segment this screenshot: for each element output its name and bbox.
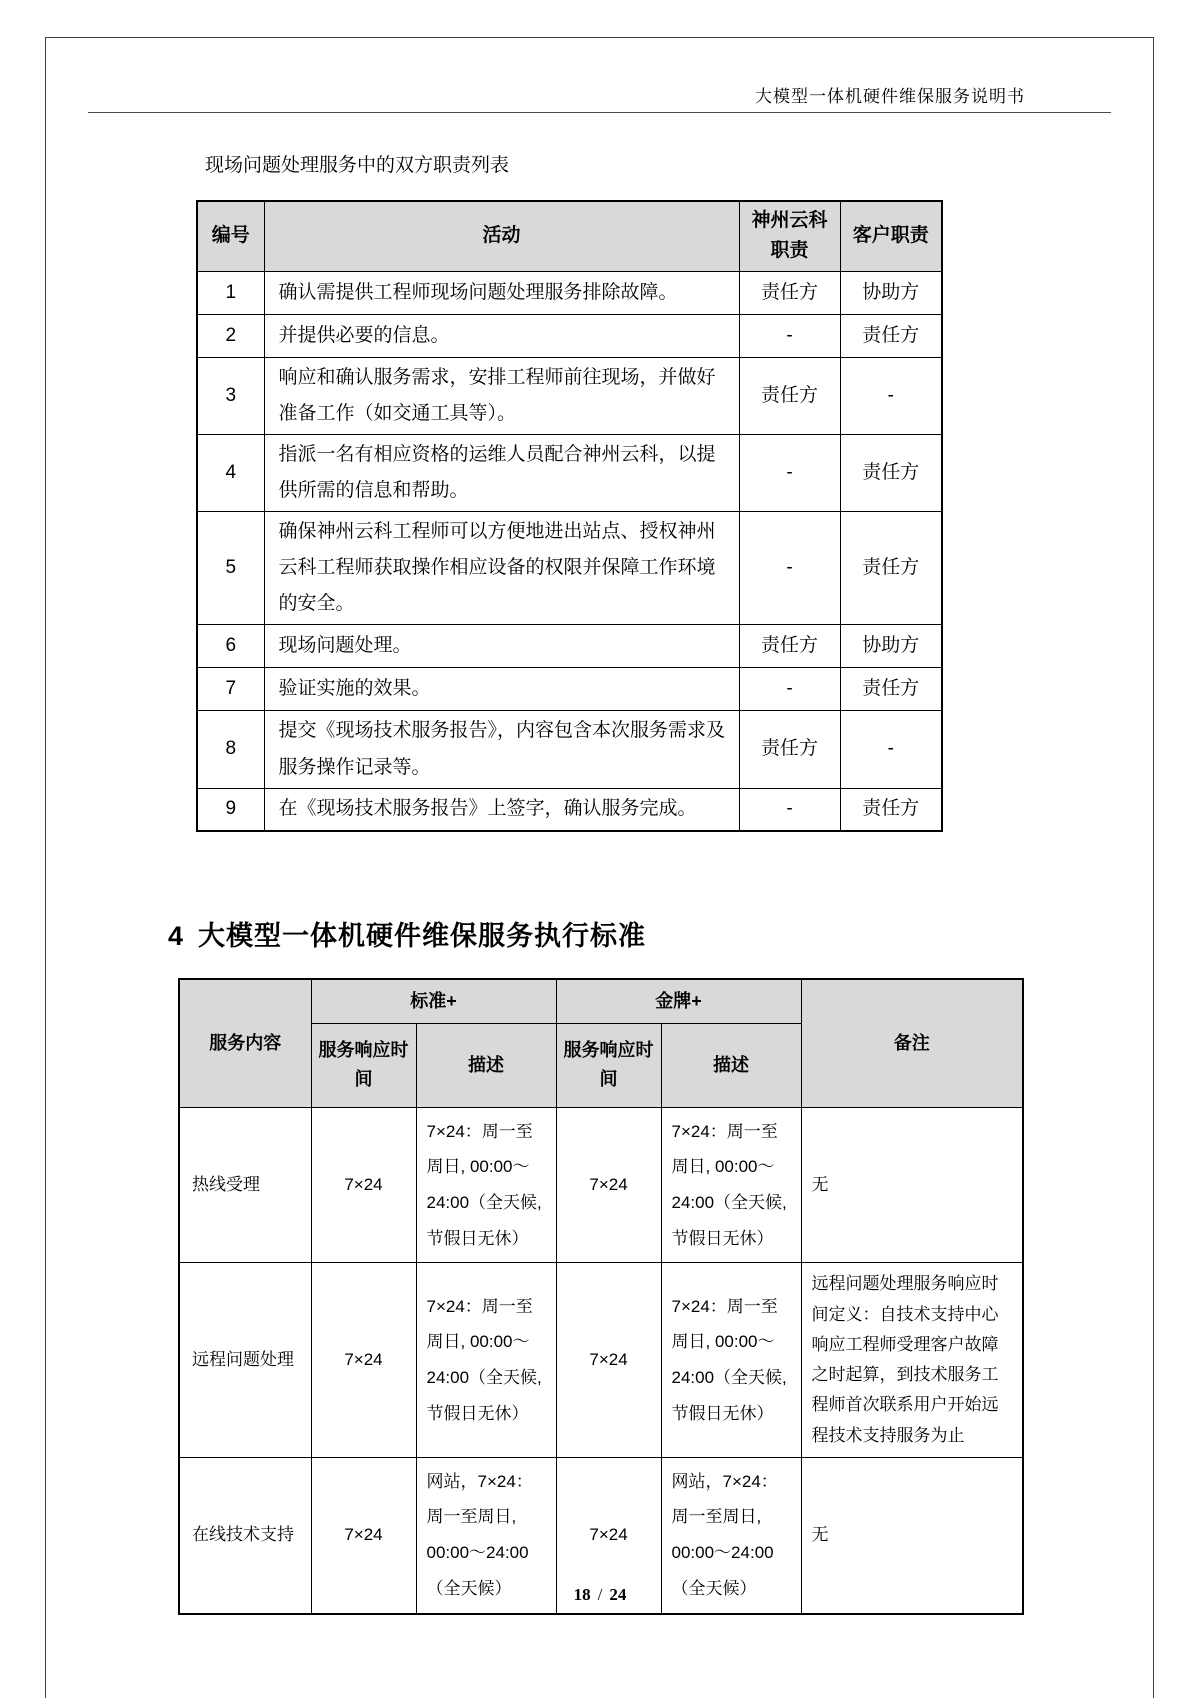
col-header-vendor: 神州云科职责 [739,201,840,271]
cell-no: 3 [197,357,264,434]
cell-no: 1 [197,271,264,314]
cell-std-desc: 7×24：周一至周日, 00:00～24:00（全天候, 节假日无休） [416,1263,556,1458]
col-header-gold-response-time: 服务响应时间 [556,1023,661,1107]
table-row [197,434,942,511]
page-number-footer [0,1585,1200,1605]
cell-activity: 验证实施的效果。 [264,668,739,711]
sla-table [178,978,1024,1615]
cell-gold-time: 7×24 [556,1263,661,1458]
table-row [197,625,942,668]
table1-caption: 现场问题处理服务中的双方职责列表 [205,155,510,176]
cell-no: 7 [197,668,264,711]
section-number: 4 [168,921,185,951]
cell-customer: 责任方 [840,434,942,511]
col-header-activity: 活动 [264,201,739,271]
running-header-title: 大模型一体机硬件维保服务说明书 [755,87,1025,106]
col-header-std-response-time: 服务响应时间 [311,1023,416,1107]
table-header-row [179,979,1023,1023]
table-row [197,314,942,357]
cell-activity: 并提供必要的信息。 [264,314,739,357]
cell-vendor: - [739,668,840,711]
section-heading [168,914,646,953]
cell-activity: 在《现场技术服务报告》上签字，确认服务完成。 [264,788,739,831]
cell-customer: 责任方 [840,512,942,625]
cell-std-time: 7×24 [311,1107,416,1263]
cell-vendor: 责任方 [739,357,840,434]
cell-service: 热线受理 [179,1107,311,1263]
cell-customer: 协助方 [840,271,942,314]
cell-activity: 确认需提供工程师现场问题处理服务排除故障。 [264,271,739,314]
col-header-service: 服务内容 [179,979,311,1107]
col-header-remark: 备注 [801,979,1023,1107]
table-row [197,271,942,314]
section-title: 大模型一体机硬件维保服务执行标准 [198,921,647,951]
table-row [197,711,942,788]
page-number-total: 24 [609,1585,627,1604]
cell-no: 9 [197,788,264,831]
table-row [197,788,942,831]
cell-gold-time: 7×24 [556,1107,661,1263]
table-row [179,1263,1023,1458]
cell-service: 远程问题处理 [179,1263,311,1458]
col-header-standard-plus: 标准+ [311,979,556,1023]
table-row [197,668,942,711]
cell-customer: 协助方 [840,625,942,668]
cell-activity: 指派一名有相应资格的运维人员配合神州云科，以提供所需的信息和帮助。 [264,434,739,511]
cell-gold-desc: 7×24：周一至周日, 00:00～24:00（全天候, 节假日无休） [661,1263,801,1458]
cell-vendor: 责任方 [739,625,840,668]
cell-remark: 远程问题处理服务响应时间定义：自技术支持中心响应工程师受理客户故障之时起算，到技术服务工程师首次联系用户开始远程技术支持服务为止 [801,1263,1023,1458]
cell-no: 6 [197,625,264,668]
cell-std-time: 7×24 [311,1263,416,1458]
cell-vendor: - [739,314,840,357]
cell-vendor: - [739,434,840,511]
cell-no: 2 [197,314,264,357]
table-row [197,357,942,434]
cell-activity: 确保神州云科工程师可以方便地进出站点、授权神州云科工程师获取操作相应设备的权限并保障工作环境的安全。 [264,512,739,625]
page-number-current: 18 [573,1585,591,1604]
responsibility-table [196,200,943,832]
cell-std-desc: 网站，7×24：周一至周日, 00:00～24:00（全天候） [416,1457,556,1613]
col-header-gold-plus: 金牌+ [556,979,801,1023]
cell-no: 4 [197,434,264,511]
page-number-separator: / [597,1585,603,1604]
col-header-gold-description: 描述 [661,1023,801,1107]
cell-customer: 责任方 [840,788,942,831]
responsibility-table-container [196,200,943,832]
cell-vendor: - [739,788,840,831]
cell-no: 8 [197,711,264,788]
cell-activity: 现场问题处理。 [264,625,739,668]
cell-activity: 提交《现场技术服务报告》，内容包含本次服务需求及服务操作记录等。 [264,711,739,788]
cell-vendor: - [739,512,840,625]
col-header-no: 编号 [197,201,264,271]
sla-table-container [178,978,1024,1615]
cell-customer: 责任方 [840,314,942,357]
cell-customer: - [840,357,942,434]
cell-std-desc: 7×24：周一至周日, 00:00～24:00（全天候, 节假日无休） [416,1107,556,1263]
cell-service: 在线技术支持 [179,1457,311,1613]
cell-customer: 责任方 [840,668,942,711]
table-row [179,1107,1023,1263]
col-header-std-description: 描述 [416,1023,556,1107]
table-header-row [197,201,942,271]
cell-customer: - [840,711,942,788]
cell-no: 5 [197,512,264,625]
cell-gold-time: 7×24 [556,1457,661,1613]
col-header-customer: 客户职责 [840,201,942,271]
cell-gold-desc: 7×24：周一至周日, 00:00～24:00（全天候, 节假日无休） [661,1107,801,1263]
cell-std-time: 7×24 [311,1457,416,1613]
cell-vendor: 责任方 [739,271,840,314]
cell-vendor: 责任方 [739,711,840,788]
cell-remark: 无 [801,1107,1023,1263]
table-row [197,512,942,625]
cell-activity: 响应和确认服务需求，安排工程师前往现场，并做好准备工作（如交通工具等）。 [264,357,739,434]
cell-gold-desc: 网站，7×24：周一至周日, 00:00～24:00（全天候） [661,1457,801,1613]
cell-remark: 无 [801,1457,1023,1613]
header-divider [88,112,1111,113]
